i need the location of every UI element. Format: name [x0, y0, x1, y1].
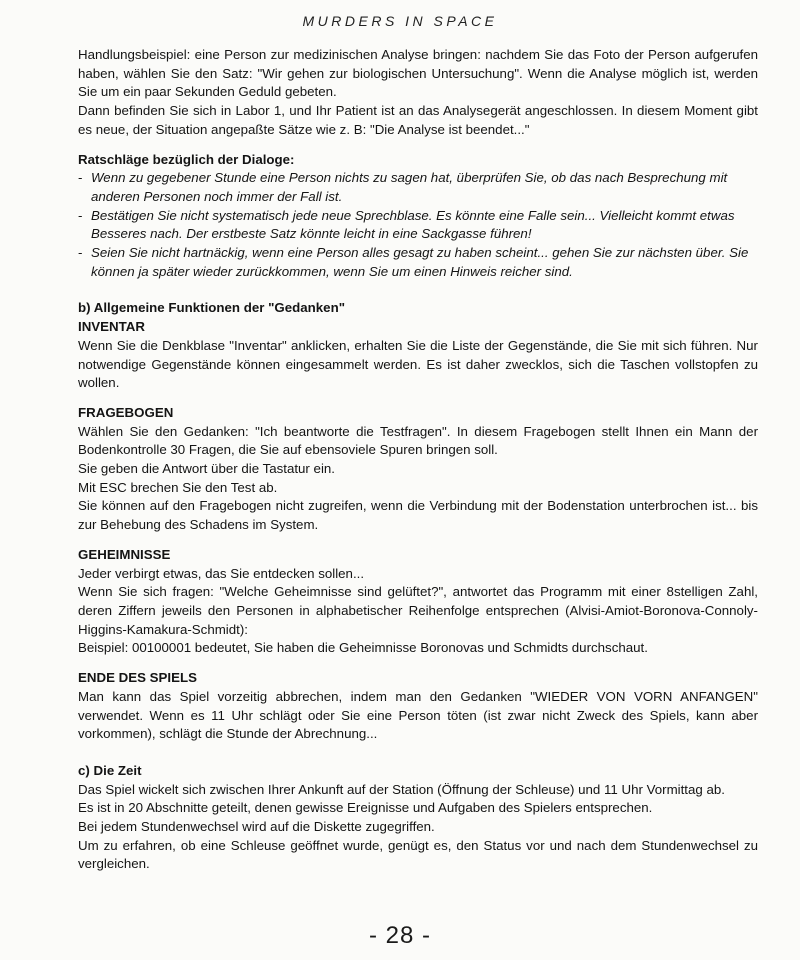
geheimnisse-text-1: Jeder verbirgt etwas, das Sie entdecken sollen...: [78, 565, 365, 581]
fragebogen-text-4: Sie können auf den Fragebogen nicht zugreifen, wenn die Verbindung mit der Bodenstation unterbrochen ist... bis zur Behebung des Schadens im System.: [78, 498, 758, 533]
page-content: [78, 46, 758, 874]
time-text-2: Es ist in 20 Abschnitte geteilt, denen gewisse Ereignisse und Aufgaben des Spielers entsprechen.: [78, 800, 653, 816]
advice-item-text: Wenn zu gegebener Stunde eine Person nichts zu sagen hat, überprüfen Sie, ob das nach Besprechung mit anderen Personen noch immer der Fall ist.: [91, 170, 728, 204]
geheimnisse-text-2: Wenn Sie sich fragen: "Welche Geheimnisse sind gelüftet?", antwortet das Programm mit einer 8stelligen Zahl, deren Ziffern jeweils den Personen in alphabetischer Reihenfolge entsprechen (Alvisi-Amiot-Boronova-Connoly-Higgins-Kamakura-Schmidt):: [78, 584, 758, 637]
intro-example: Handlungsbeispiel: eine Person zur medizinischen Analyse bringen: nachdem Sie das Foto der Person aufgerufen haben, wählen Sie den Satz: "Wir gehen zur biologischen Untersuchung". Wenn die Analyse möglich ist, werden Sie um ein paar Sekunden Geduld gebeten.: [78, 47, 758, 100]
advice-item-text: Seien Sie nicht hartnäckig, wenn eine Person alles gesagt zu haben scheint... gehen Sie zur nächsten über. Sie können ja später wieder zurückkommen, wenn Sie um einen Hinweis reicher sind.: [91, 245, 749, 279]
advice-item-text: Bestätigen Sie nicht systematisch jede neue Sprechblase. Es könnte eine Falle sein... Vielleicht kommt etwas Besseres nach. Der erstbeste Satz könnte leicht in eine Sackgasse führen!: [91, 207, 735, 242]
ende-title: ENDE DES SPIELS: [78, 670, 197, 686]
advice-list: [78, 169, 758, 281]
advice-item: [78, 244, 758, 281]
advice-item: [78, 207, 758, 244]
inventar-title: INVENTAR: [78, 319, 145, 335]
fragebogen-text-2: Sie geben die Antwort über die Tastatur ein.: [78, 461, 335, 477]
dash-bullet: -: [78, 207, 83, 223]
running-head: MURDERS IN SPACE: [302, 13, 498, 29]
fragebogen-text-3: Mit ESC brechen Sie den Test ab.: [78, 479, 278, 495]
time-text-1: Das Spiel wickelt sich zwischen Ihrer Ankunft auf der Station (Öffnung der Schleuse) und 11 Uhr Vormittag ab.: [78, 781, 725, 797]
inventar-text: Wenn Sie die Denkblase "Inventar" anklicken, erhalten Sie die Liste der Gegenstände, die Sie mit sich führen. Nur notwendige Gegenstände können eingesammelt werden. Es ist daher zwecklos, sich die Taschen vollstopfen zu wollen.: [78, 337, 758, 391]
dash-bullet: -: [78, 170, 83, 186]
fragebogen-title: FRAGEBOGEN: [78, 404, 174, 420]
geheimnisse-text-3: Beispiel: 00100001 bedeutet, Sie haben die Geheimnisse Boronovas und Schmidts durchschaut.: [78, 640, 648, 656]
page-number: - 28 -: [368, 922, 431, 949]
geheimnisse-title: GEHEIMNISSE: [78, 546, 171, 562]
advice-item: [78, 169, 758, 206]
dash-bullet: -: [78, 245, 83, 261]
intro-continuation: Dann befinden Sie sich in Labor 1, und Ihr Patient ist an das Analysegerät angeschlossen. In diesem Moment gibt es neue, der Situation angepaßte Sätze wie z. B: "Die Analyse ist beendet...": [78, 103, 758, 137]
time-text-4: Um zu erfahren, ob eine Schleuse geöffnet wurde, genügt es, den Status vor und nach dem Stundenwechsel zu vergleichen.: [78, 837, 758, 872]
functions-heading: b) Allgemeine Funktionen der "Gedanken": [78, 300, 346, 316]
advice-heading: Ratschläge bezüglich der Dialoge:: [78, 151, 295, 167]
time-text-3: Bei jedem Stundenwechsel wird auf die Diskette zugegriffen.: [78, 819, 435, 835]
fragebogen-text-1: Wählen Sie den Gedanken: "Ich beantworte die Testfragen". In diesem Fragebogen stellt Ihnen ein Mann der Bodenkontrolle 30 Fragen, die Sie auf ebensoviele Spuren bringen soll.: [78, 423, 758, 458]
ende-text: Man kann das Spiel vorzeitig abbrechen, indem man den Gedanken "WIEDER VON VORN ANFANGEN" verwendet. Wenn es 11 Uhr schlägt oder Sie eine Person töten (ist zwar nicht Zweck des Spiels, kann aber vorkommen), schlägt die Stunde der Abrechnung...: [78, 688, 758, 742]
time-heading: c) Die Zeit: [78, 762, 142, 778]
